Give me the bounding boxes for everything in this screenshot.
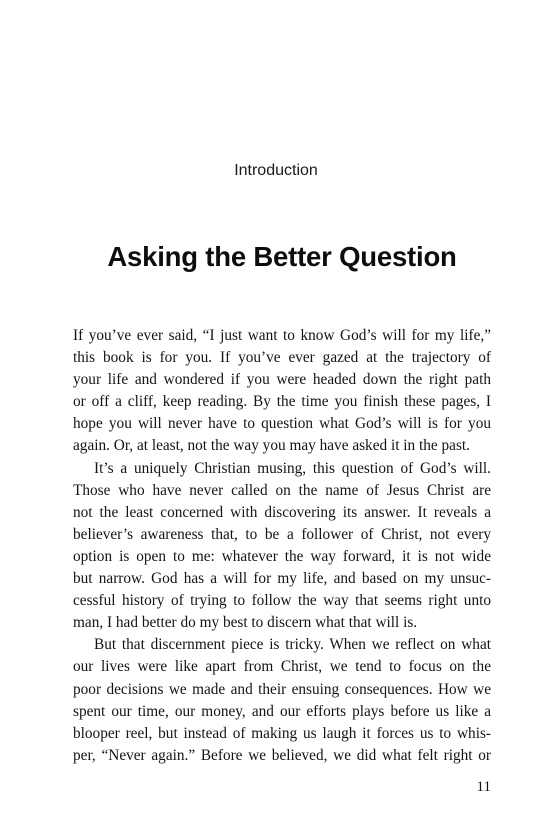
text-line: If you’ve ever said, “I just want to know God’s will for my life,” [73,327,491,344]
text-line: poor decisions we made and their ensuing consequences. How we [73,680,491,698]
body-text [73,325,491,767]
text-line: your life and wondered if you were headed down the right path [73,371,491,389]
text-line: cessful history of trying to follow the way that seems right unto [73,592,491,610]
text-line: believer’s awareness that, to be a follower of Christ, not every [73,525,491,543]
text-line: Those who have never called on the name of Jesus Christ are [73,481,491,499]
chapter-title: Asking the Better Question [107,241,457,272]
text-line: but narrow. God has a will for my life, and based on my unsuc- [73,570,491,588]
text-line: blooper reel, but instead of making us laugh it forces us to whis- [73,724,491,742]
text-line: But that discernment piece is tricky. When we reflect on what [94,636,491,654]
text-line: or off a cliff, keep reading. By the time you finish these pages, I [73,393,491,411]
text-line: option is open to me: whatever the way forward, it is not wide [73,547,491,565]
text-line: per, “Never again.” Before we believed, we did what felt right or [73,746,491,764]
text-line: our lives were like apart from Christ, we tend to focus on the [73,658,491,676]
text-line: this book is for you. If you’ve ever gazed at the trajectory of [73,349,491,367]
page-number: 11 [476,779,491,795]
text-line: hope you will never have to question what God’s will is for you [73,415,491,433]
text-line: man, I had better do my best to discern what that will is. [73,614,418,632]
chapter-label: Introduction [234,162,318,179]
text-line: It’s a uniquely Christian musing, this question of God’s will. [94,459,491,477]
text-line: spent our time, our money, and our efforts plays before us like a [73,702,491,720]
text-line: not the least concerned with discovering its answer. It reveals a [73,503,491,521]
text-line: again. Or, at least, not the way you may have asked it in the past. [73,437,470,455]
